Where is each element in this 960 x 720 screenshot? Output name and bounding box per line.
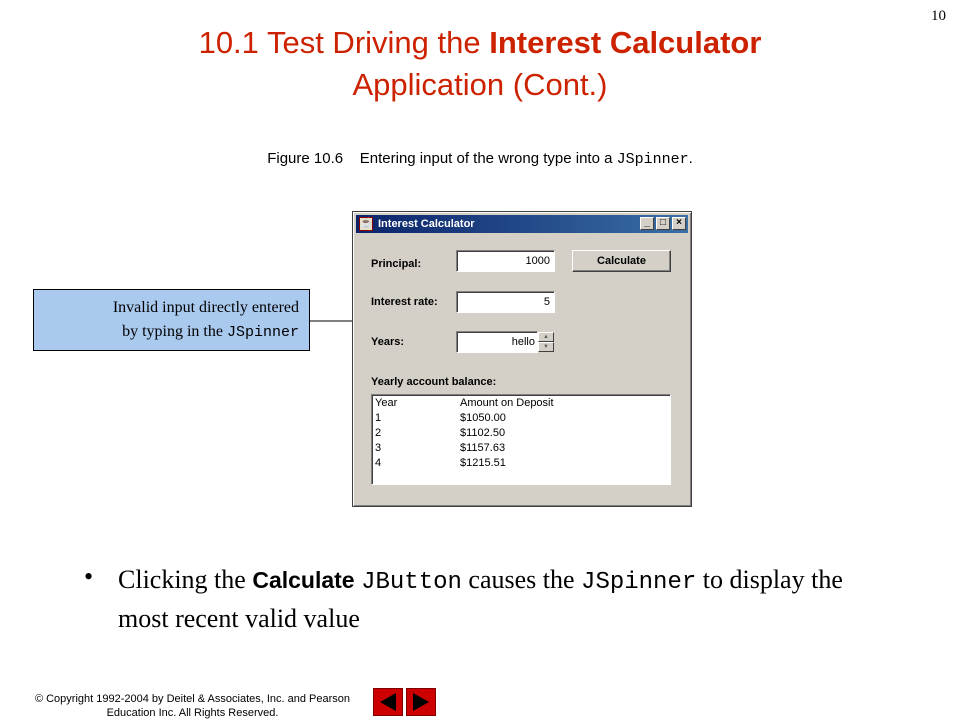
copyright-notice: © Copyright 1992-2004 by Deitel & Associates, Inc. and Pearson Education Inc. All Rights Reserved.: [34, 693, 351, 719]
arrow-left-icon: [374, 689, 402, 715]
bullet-calculate: Calculate: [252, 567, 355, 593]
callout-line2: by typing in the JSpinner: [122, 323, 299, 341]
years-spinner-field[interactable]: hello: [456, 331, 538, 353]
yearly-balance-label: Yearly account balance:: [371, 376, 497, 388]
callout-line1: Invalid input directly entered: [112, 299, 299, 316]
page-number: 10: [931, 8, 946, 24]
window-title: Interest Calculator: [378, 218, 475, 230]
maximize-button[interactable]: □: [656, 217, 670, 230]
principal-label: Principal:: [371, 258, 422, 270]
caption-code: JSpinner: [616, 151, 689, 168]
minimize-button[interactable]: _: [640, 217, 654, 230]
title-bold: Interest Calculator: [489, 25, 762, 60]
interest-rate-label: Interest rate:: [371, 296, 438, 308]
bullet-text: Clicking the Calculate JButton causes the JSpinner to display the most recent valid value: [118, 565, 843, 633]
title-prefix: 10.1 Test Driving the: [198, 25, 490, 60]
caption-text: Entering input of the wrong type into a: [359, 150, 617, 167]
years-label: Years:: [371, 336, 405, 348]
window-titlebar[interactable]: [356, 215, 688, 233]
bullet-code-jspinner: JSpinner: [581, 569, 697, 596]
title-suffix: Application (Cont.): [352, 67, 608, 102]
bullet-dot: •: [84, 562, 94, 591]
bullet-code-jbutton: JButton: [361, 569, 462, 596]
interest-rate-field[interactable]: 5: [456, 291, 555, 313]
calculate-button[interactable]: Calculate: [572, 250, 671, 272]
spinner-up-button[interactable]: ▲: [538, 332, 554, 342]
principal-field[interactable]: 1000: [456, 250, 555, 272]
spinner-down-button[interactable]: ▼: [538, 342, 554, 352]
caption-end: .: [688, 150, 693, 167]
close-button[interactable]: ×: [672, 217, 686, 230]
next-slide-button[interactable]: [406, 688, 436, 716]
java-app-icon[interactable]: ☕: [360, 218, 373, 229]
previous-slide-button[interactable]: [373, 688, 403, 716]
interest-calculator-window: [352, 211, 692, 507]
results-text-area[interactable]: Year Amount on Deposit 1 $1050.00 2 $1102.50 3 $1157.63 4 $1215.51: [371, 394, 671, 485]
callout-code: JSpinner: [226, 324, 299, 341]
arrow-right-icon: [407, 689, 435, 715]
figure-number: Figure 10.6: [267, 150, 344, 167]
